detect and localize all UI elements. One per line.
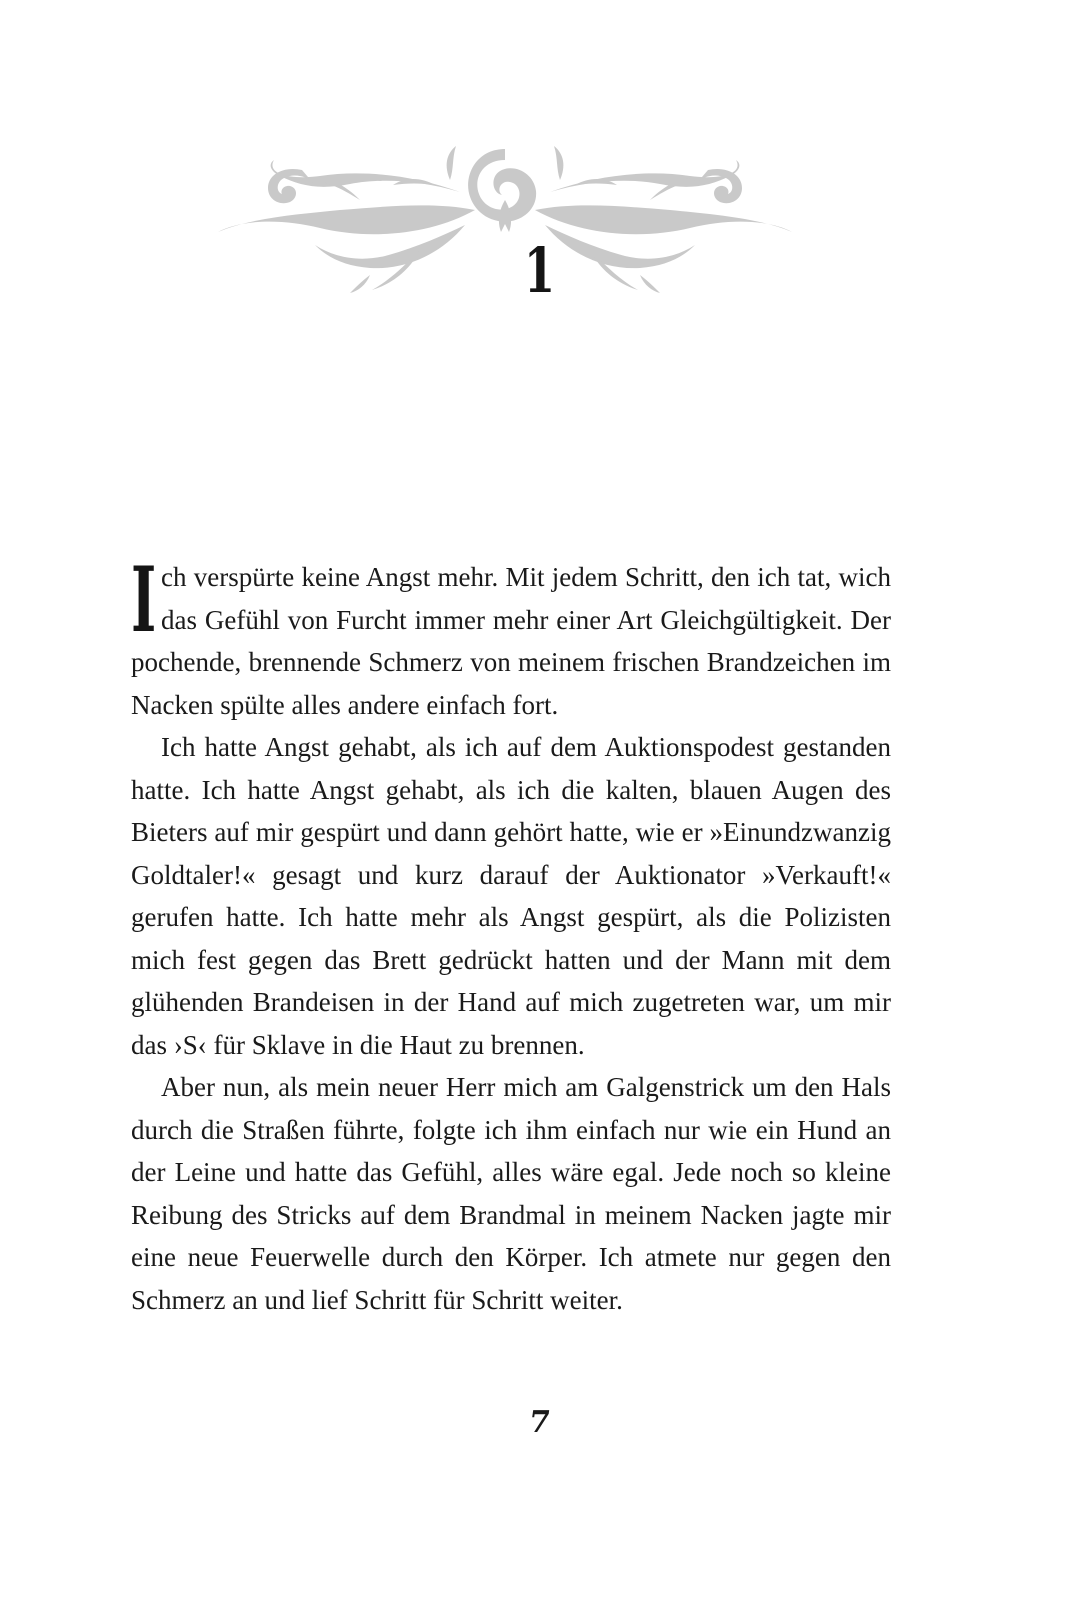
chapter-body	[131, 547, 891, 1321]
paragraph-3: Aber nun, als mein neuer Herr mich am Galgenstrick um den Hals durch die Straßen führte, folgte ich ihm einfach nur wie ein Hund an der Leine und hatte das Gefühl, alles wäre egal. Jede noch so kleine Reibung des Stricks auf dem Brandmal in meinem Nacken jagte mir eine neue Feuerwelle durch den Körper. Ich atmete nur gegen den Schmerz an und lief Schritt für Schritt weiter.	[131, 1072, 891, 1315]
chapter-number: 1	[523, 234, 556, 307]
drop-cap: I	[131, 547, 157, 653]
page-number: 7	[526, 1405, 553, 1440]
paragraph-2: Ich hatte Angst gehabt, als ich auf dem Auktionspodest gestanden hatte. Ich hatte Angst gehabt, als ich die kalten, blauen Augen des Bieters auf mir gespürt und dann gehört hatte, wie er »Einundzwanzig Goldtaler!« gesagt und kurz darauf der Auktionator »Verkauft!« gerufen hatte. Ich hatte mehr als Angst gespürt, als die Polizisten mich fest gegen das Brett gedrückt hatten und der Mann mit dem glühenden Brandeisen in der Hand auf mich zugetreten war, um mir das ›S‹ für Sklave in die Haut zu brennen.	[131, 732, 891, 1060]
paragraph-1	[131, 547, 891, 726]
paragraph-1-text: ch verspürte keine Angst mehr. Mit jedem Schritt, den ich tat, wich das Gefühl von Furcht immer mehr einer Art Gleichgültigkeit. Der pochende, brennende Schmerz von meinem frischen Brandzeichen im Nacken spülte alles andere einfach fort.	[131, 562, 891, 720]
